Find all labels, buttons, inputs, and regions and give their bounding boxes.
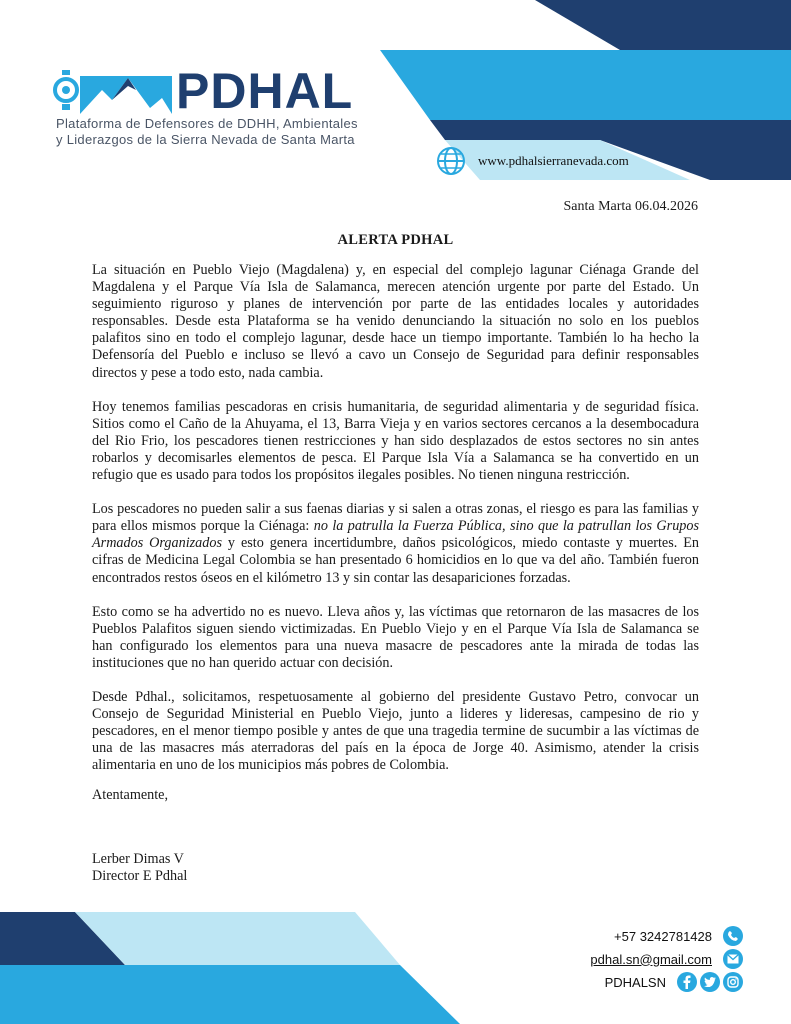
paragraph-3-start: Los pescadores no pueden salir a sus faenas diarias y si salen a otras zonas, el riesgo es para las familias y para ellos mismos porque la Ciénaga: bbox=[92, 501, 699, 535]
paragraph-3 bbox=[92, 501, 699, 586]
paragraph-4: Esto como se ha advertido no es nuevo. Lleva años y, las víctimas que retornaron de las masacres de los Pueblos Palafitos siguen siendo victimizadas. En Pueblo Viejo y en el Parque Vía Isla de Salamanca se han configurado los elementos para una nueva masacre de pescadores ante la mirada de todas las instituciones que no han querido actuar con decisión. bbox=[92, 603, 699, 671]
letter-title: ALERTA PDHAL bbox=[337, 232, 454, 248]
signer-title: Director E Pdhal bbox=[92, 868, 188, 884]
facebook-icon[interactable] bbox=[677, 972, 697, 992]
footer-light-band bbox=[75, 912, 400, 965]
paragraph-3-emphasis: no la patrulla la Fuerza Pública, sino que la patrullan los Grupos Armados Organizados bbox=[92, 518, 700, 552]
globe-icon bbox=[436, 146, 466, 176]
social-handle: PDHALSN bbox=[604, 974, 666, 990]
paragraph-5: Desde Pdhal., solicitamos, respetuosamente al gobierno del presidente Gustavo Petro, convocar un Consejo de Seguridad Ministerial en Pueblo Viejo, junto a lideres y lideresas, campesino de rio y pescadores, en el menor tiempo posible y antes de que una tragedia termine de sucumbir a las víctimas de una de las masacres más aterradoras del país en la época de Jorge 40. Asimismo, atender la crisis alimentaria en uno de los municipios más pobres de Colombia. bbox=[92, 688, 699, 774]
footer-cyan-band bbox=[0, 965, 460, 1024]
closing: Atentamente, bbox=[92, 787, 169, 803]
header-cyan-band bbox=[380, 50, 791, 120]
instagram-icon[interactable] bbox=[723, 972, 743, 992]
phone-icon bbox=[723, 926, 743, 946]
signature-block bbox=[92, 851, 187, 885]
logo-subtitle-line2: y Liderazgos de la Sierra Nevada de Santa Marta bbox=[56, 132, 355, 147]
phone-row bbox=[614, 926, 743, 946]
logo-subtitle-line1: Plataforma de Defensores de DDHH, Ambientales bbox=[56, 116, 358, 131]
website-row bbox=[436, 146, 629, 176]
twitter-icon[interactable] bbox=[700, 972, 720, 992]
paragraph-3-end: y esto genera incertidumbre, daños psicológicos, miedo contaste y muertes. En cifras de Medicina Legal Colombia se han presentado 6 homicidios en lo que va del año. También fueron encontrados restos óseos en el kilómetro 13 y sin contar las desapariciones forzadas. bbox=[92, 535, 699, 586]
email-row bbox=[590, 949, 743, 969]
website-link[interactable]: www.pdhalsierranevada.com bbox=[478, 153, 629, 168]
logo-subtitle bbox=[56, 116, 386, 148]
letter-date: Santa Marta 06.04.2026 bbox=[563, 199, 698, 214]
social-row bbox=[605, 972, 743, 992]
mail-icon bbox=[723, 949, 743, 969]
email-link[interactable]: pdhal.sn@gmail.com bbox=[590, 951, 712, 967]
phone-number[interactable]: +57 3242781428 bbox=[614, 928, 712, 944]
letter-body bbox=[92, 262, 699, 791]
paragraph-2: Hoy tenemos familias pescadoras en crisis humanitaria, de seguridad alimentaria y de seguridad física. Sitios como el Caño de la Ahuyama, el 13, Barra Vieja y en varios sectores cercanos a la desembocadura del Rio Frio, los pescadores tienen restricciones y han sido desplazados de estos sectores no sin antes robarlos y decomisarles elementos de pesca. El Parque Isla Vía a Salamanca se ha convertido en un refugio que es usado para todos los propósitos ilegales posibles. No tienen ninguna restricción. bbox=[92, 398, 699, 484]
paragraph-1: La situación en Pueblo Viejo (Magdalena) y, en especial del complejo lagunar Ciénaga Grande del Magdalena y el Parque Vía Isla de Salamanca, merecen atención urgente por parte del Estado. Un seguimiento riguroso y planes de intervención por parte de las entidades locales y autoridades responsables. Desde esta Plataforma se ha venido denunciando la situación no solo en los pueblos palafitos sino en todo el complejo lagunar, desde hace un tiempo importante. También lo ha hecho la Defensoría del Pueblo e incluso se llevó a cavo un Consejo de Seguridad para definir responsables directos y pese a todo esto, nada cambia. bbox=[92, 262, 699, 381]
header-navy-band bbox=[535, 0, 791, 50]
signer-name: Lerber Dimas V bbox=[92, 851, 184, 867]
header-navy-stripe bbox=[430, 120, 791, 140]
pdhal-logo-icon bbox=[52, 68, 176, 116]
logo-wordmark: PDHAL bbox=[176, 63, 354, 119]
